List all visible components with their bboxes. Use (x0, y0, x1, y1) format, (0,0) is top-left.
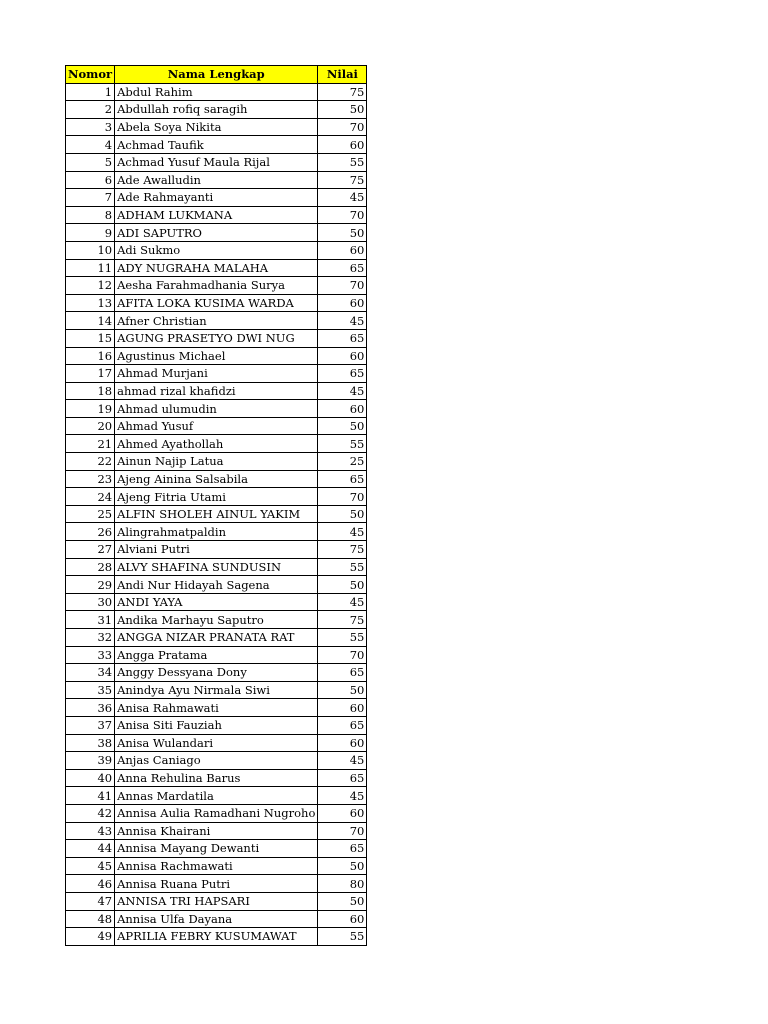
table-row (66, 593, 367, 611)
table-row (66, 752, 367, 770)
table-row (66, 769, 367, 787)
table-row (66, 664, 367, 682)
row-name-cell[interactable]: ANDI YAYA (115, 593, 318, 611)
row-number-cell[interactable]: 26 (66, 523, 115, 541)
row-name-cell[interactable]: Ade Awalludin (115, 171, 318, 189)
row-name-cell[interactable]: Ahmad ulumudin (115, 400, 318, 418)
header-name[interactable]: Nama Lengkap (115, 66, 318, 84)
table-row (66, 629, 367, 647)
row-name-cell[interactable]: Annisa Mayang Dewanti (115, 840, 318, 858)
row-score-cell[interactable]: 65 (318, 716, 367, 734)
row-name-cell[interactable]: Alviani Putri (115, 541, 318, 559)
row-name-cell[interactable]: Agustinus Michael (115, 347, 318, 365)
row-score-cell[interactable]: 55 (318, 153, 367, 171)
row-name-cell[interactable]: APRILIA FEBRY KUSUMAWAT (115, 928, 318, 946)
table-row (66, 435, 367, 453)
row-score-cell[interactable]: 45 (318, 189, 367, 207)
row-score-cell[interactable]: 45 (318, 312, 367, 330)
row-score-cell[interactable]: 75 (318, 541, 367, 559)
row-name-cell[interactable]: Ajeng Fitria Utami (115, 488, 318, 506)
table-row (66, 787, 367, 805)
row-score-cell[interactable]: 45 (318, 382, 367, 400)
row-number-cell[interactable]: 25 (66, 505, 115, 523)
table-row (66, 329, 367, 347)
row-number-cell[interactable]: 31 (66, 611, 115, 629)
row-name-cell[interactable]: ALVY SHAFINA SUNDUSIN (115, 558, 318, 576)
table-row (66, 804, 367, 822)
row-name-cell[interactable]: Annisa Aulia Ramadhani Nugroho (115, 804, 318, 822)
row-score-cell[interactable]: 60 (318, 804, 367, 822)
row-number-cell[interactable]: 43 (66, 822, 115, 840)
row-score-cell[interactable]: 45 (318, 593, 367, 611)
row-name-cell[interactable]: Anindya Ayu Nirmala Siwi (115, 681, 318, 699)
row-number-cell[interactable]: 29 (66, 576, 115, 594)
row-number-cell[interactable]: 5 (66, 153, 115, 171)
row-name-cell[interactable]: ALFIN SHOLEH AINUL YAKIM (115, 505, 318, 523)
row-score-cell[interactable]: 65 (318, 329, 367, 347)
row-score-cell[interactable]: 70 (318, 206, 367, 224)
row-score-cell[interactable]: 60 (318, 910, 367, 928)
row-name-cell[interactable]: Achmad Yusuf Maula Rijal (115, 153, 318, 171)
row-score-cell[interactable]: 65 (318, 365, 367, 383)
row-number-cell[interactable]: 1 (66, 83, 115, 101)
row-score-cell[interactable]: 55 (318, 558, 367, 576)
row-name-cell[interactable]: ADI SAPUTRO (115, 224, 318, 242)
row-name-cell[interactable]: Abdul Rahim (115, 83, 318, 101)
row-name-cell[interactable]: Ainun Najip Latua (115, 453, 318, 471)
row-name-cell[interactable]: ahmad rizal khafidzi (115, 382, 318, 400)
table-row (66, 822, 367, 840)
table-row (66, 277, 367, 295)
row-name-cell[interactable]: Ahmed Ayathollah (115, 435, 318, 453)
row-number-cell[interactable]: 24 (66, 488, 115, 506)
row-name-cell[interactable]: Abdullah rofiq saragih (115, 101, 318, 119)
row-number-cell[interactable]: 35 (66, 681, 115, 699)
row-number-cell[interactable]: 47 (66, 892, 115, 910)
row-score-cell[interactable]: 25 (318, 453, 367, 471)
row-name-cell[interactable]: ADHAM LUKMANA (115, 206, 318, 224)
row-number-cell[interactable]: 39 (66, 752, 115, 770)
row-score-cell[interactable]: 60 (318, 734, 367, 752)
row-name-cell[interactable]: Anjas Caniago (115, 752, 318, 770)
row-number-cell[interactable]: 10 (66, 241, 115, 259)
row-number-cell[interactable]: 37 (66, 716, 115, 734)
row-score-cell[interactable]: 50 (318, 505, 367, 523)
row-name-cell[interactable]: Adi Sukmo (115, 241, 318, 259)
table-row (66, 611, 367, 629)
table-row (66, 206, 367, 224)
header-row (66, 66, 367, 84)
row-number-cell[interactable]: 3 (66, 118, 115, 136)
row-number-cell[interactable]: 15 (66, 329, 115, 347)
row-score-cell[interactable]: 50 (318, 892, 367, 910)
table-row (66, 558, 367, 576)
row-score-cell[interactable]: 60 (318, 294, 367, 312)
row-score-cell[interactable]: 45 (318, 752, 367, 770)
row-number-cell[interactable]: 22 (66, 453, 115, 471)
row-name-cell[interactable]: Angga Pratama (115, 646, 318, 664)
header-number[interactable]: Nomor (66, 66, 115, 84)
table-row (66, 101, 367, 119)
table-row (66, 453, 367, 471)
row-name-cell[interactable]: Ade Rahmayanti (115, 189, 318, 207)
row-score-cell[interactable]: 65 (318, 470, 367, 488)
table-row (66, 470, 367, 488)
row-number-cell[interactable]: 48 (66, 910, 115, 928)
table-row (66, 840, 367, 858)
row-score-cell[interactable]: 50 (318, 857, 367, 875)
row-number-cell[interactable]: 27 (66, 541, 115, 559)
row-number-cell[interactable]: 2 (66, 101, 115, 119)
row-number-cell[interactable]: 14 (66, 312, 115, 330)
row-name-cell[interactable]: Achmad Taufik (115, 136, 318, 154)
header-score[interactable]: Nilai (318, 66, 367, 84)
table-row (66, 241, 367, 259)
row-number-cell[interactable]: 34 (66, 664, 115, 682)
table-row (66, 892, 367, 910)
row-score-cell[interactable]: 60 (318, 136, 367, 154)
row-score-cell[interactable]: 60 (318, 400, 367, 418)
row-number-cell[interactable]: 4 (66, 136, 115, 154)
row-name-cell[interactable]: Andika Marhayu Saputro (115, 611, 318, 629)
table-row (66, 347, 367, 365)
row-number-cell[interactable]: 40 (66, 769, 115, 787)
row-score-cell[interactable]: 65 (318, 259, 367, 277)
table-row (66, 541, 367, 559)
table-row (66, 294, 367, 312)
row-number-cell[interactable]: 18 (66, 382, 115, 400)
table-row (66, 312, 367, 330)
row-name-cell[interactable]: Anisa Rahmawati (115, 699, 318, 717)
row-name-cell[interactable]: Ajeng Ainina Salsabila (115, 470, 318, 488)
row-number-cell[interactable]: 49 (66, 928, 115, 946)
row-number-cell[interactable]: 12 (66, 277, 115, 295)
row-number-cell[interactable]: 6 (66, 171, 115, 189)
row-name-cell[interactable]: Annas Mardatila (115, 787, 318, 805)
row-number-cell[interactable]: 46 (66, 875, 115, 893)
row-score-cell[interactable]: 50 (318, 224, 367, 242)
row-score-cell[interactable]: 70 (318, 277, 367, 295)
row-number-cell[interactable]: 30 (66, 593, 115, 611)
row-name-cell[interactable]: AFITA LOKA KUSIMA WARDA (115, 294, 318, 312)
row-score-cell[interactable]: 65 (318, 664, 367, 682)
row-number-cell[interactable]: 28 (66, 558, 115, 576)
row-name-cell[interactable]: Anisa Wulandari (115, 734, 318, 752)
row-number-cell[interactable]: 32 (66, 629, 115, 647)
row-score-cell[interactable]: 50 (318, 576, 367, 594)
row-name-cell[interactable]: Anna Rehulina Barus (115, 769, 318, 787)
table-row (66, 857, 367, 875)
table-row (66, 699, 367, 717)
row-score-cell[interactable]: 60 (318, 241, 367, 259)
table-row (66, 646, 367, 664)
row-score-cell[interactable]: 55 (318, 435, 367, 453)
table-row (66, 259, 367, 277)
row-name-cell[interactable]: Afner Christian (115, 312, 318, 330)
row-name-cell[interactable]: ADY NUGRAHA MALAHA (115, 259, 318, 277)
table-row (66, 875, 367, 893)
row-number-cell[interactable]: 11 (66, 259, 115, 277)
table-row (66, 681, 367, 699)
table-row (66, 523, 367, 541)
row-name-cell[interactable]: ANNISA TRI HAPSARI (115, 892, 318, 910)
row-number-cell[interactable]: 42 (66, 804, 115, 822)
row-name-cell[interactable]: Annisa Khairani (115, 822, 318, 840)
table-row (66, 136, 367, 154)
row-score-cell[interactable]: 55 (318, 928, 367, 946)
row-number-cell[interactable]: 36 (66, 699, 115, 717)
row-name-cell[interactable]: Aesha Farahmadhania Surya (115, 277, 318, 295)
row-number-cell[interactable]: 23 (66, 470, 115, 488)
row-score-cell[interactable]: 70 (318, 488, 367, 506)
row-number-cell[interactable]: 17 (66, 365, 115, 383)
row-number-cell[interactable]: 41 (66, 787, 115, 805)
table-row (66, 488, 367, 506)
table-row (66, 910, 367, 928)
table-row (66, 400, 367, 418)
row-score-cell[interactable]: 75 (318, 83, 367, 101)
row-score-cell[interactable]: 60 (318, 699, 367, 717)
table-row (66, 505, 367, 523)
table-row (66, 153, 367, 171)
table-row (66, 118, 367, 136)
table-row (66, 716, 367, 734)
row-number-cell[interactable]: 13 (66, 294, 115, 312)
row-name-cell[interactable]: Anisa Siti Fauziah (115, 716, 318, 734)
row-number-cell[interactable]: 19 (66, 400, 115, 418)
row-score-cell[interactable]: 55 (318, 629, 367, 647)
row-number-cell[interactable]: 33 (66, 646, 115, 664)
row-score-cell[interactable]: 70 (318, 646, 367, 664)
row-score-cell[interactable]: 50 (318, 417, 367, 435)
row-score-cell[interactable]: 70 (318, 822, 367, 840)
row-name-cell[interactable]: Alingrahmatpaldin (115, 523, 318, 541)
row-score-cell[interactable]: 70 (318, 118, 367, 136)
table-row (66, 189, 367, 207)
row-name-cell[interactable]: Ahmad Murjani (115, 365, 318, 383)
row-name-cell[interactable]: Abela Soya Nikita (115, 118, 318, 136)
row-name-cell[interactable]: Ahmad Yusuf (115, 417, 318, 435)
row-score-cell[interactable]: 65 (318, 840, 367, 858)
row-score-cell[interactable]: 65 (318, 769, 367, 787)
row-score-cell[interactable]: 45 (318, 523, 367, 541)
row-score-cell[interactable]: 45 (318, 787, 367, 805)
row-score-cell[interactable]: 75 (318, 171, 367, 189)
row-name-cell[interactable]: Annisa Ulfa Dayana (115, 910, 318, 928)
row-name-cell[interactable]: Annisa Rachmawati (115, 857, 318, 875)
table-row (66, 734, 367, 752)
row-name-cell[interactable]: Andi Nur Hidayah Sagena (115, 576, 318, 594)
row-name-cell[interactable]: AGUNG PRASETYO DWI NUG (115, 329, 318, 347)
row-number-cell[interactable]: 8 (66, 206, 115, 224)
row-score-cell[interactable]: 80 (318, 875, 367, 893)
table-row (66, 928, 367, 946)
row-number-cell[interactable]: 7 (66, 189, 115, 207)
table-row (66, 224, 367, 242)
row-score-cell[interactable]: 60 (318, 347, 367, 365)
row-number-cell[interactable]: 20 (66, 417, 115, 435)
row-score-cell[interactable]: 50 (318, 681, 367, 699)
table-row (66, 417, 367, 435)
row-number-cell[interactable]: 45 (66, 857, 115, 875)
row-name-cell[interactable]: Anggy Dessyana Dony (115, 664, 318, 682)
row-name-cell[interactable]: ANGGA NIZAR PRANATA RAT (115, 629, 318, 647)
row-score-cell[interactable]: 50 (318, 101, 367, 119)
row-number-cell[interactable]: 16 (66, 347, 115, 365)
table-row (66, 83, 367, 101)
row-score-cell[interactable]: 75 (318, 611, 367, 629)
score-table (65, 65, 367, 946)
row-number-cell[interactable]: 38 (66, 734, 115, 752)
table-row (66, 365, 367, 383)
row-number-cell[interactable]: 44 (66, 840, 115, 858)
row-number-cell[interactable]: 21 (66, 435, 115, 453)
row-number-cell[interactable]: 9 (66, 224, 115, 242)
table-row (66, 382, 367, 400)
row-name-cell[interactable]: Annisa Ruana Putri (115, 875, 318, 893)
table-row (66, 576, 367, 594)
table-row (66, 171, 367, 189)
